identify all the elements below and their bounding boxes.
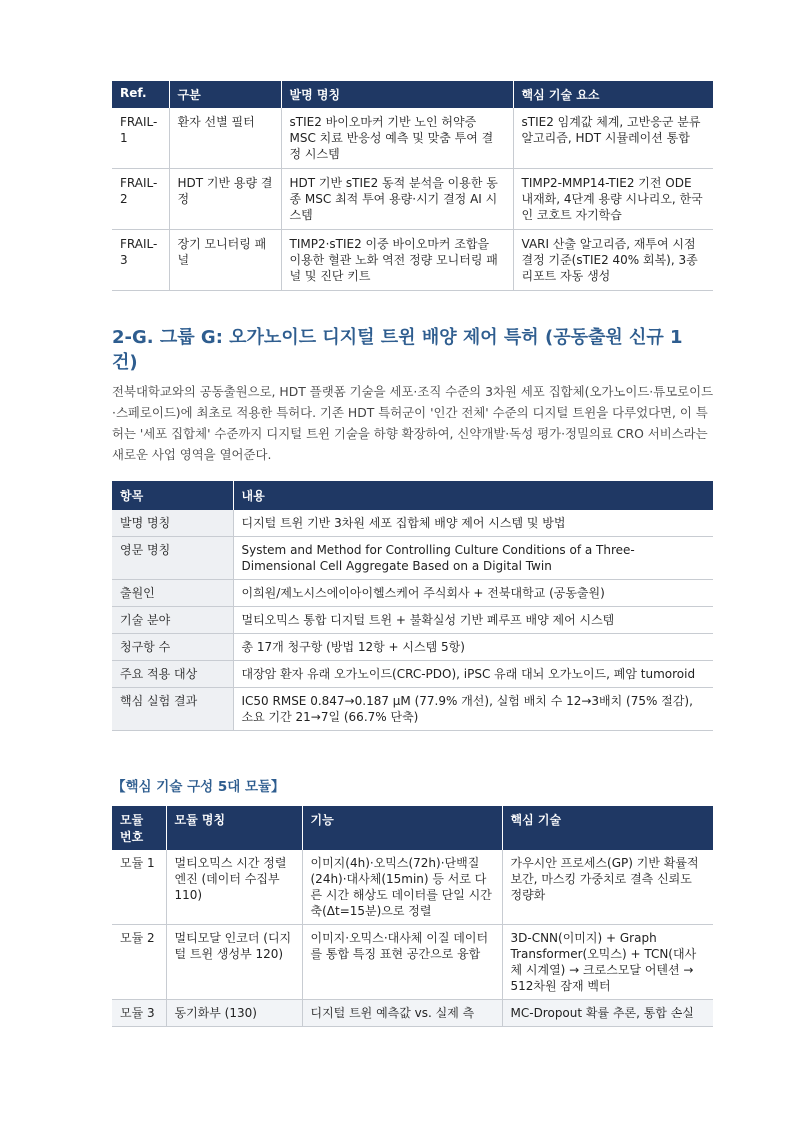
frail-patent-table bbox=[112, 81, 713, 291]
invention-cell: HDT 기반 sTIE2 동적 분석을 이용한 동종 MSC 최적 투여 용량·시기 결정 AI 시스템 bbox=[281, 169, 513, 230]
header-category: 구분 bbox=[169, 81, 281, 108]
table-row bbox=[112, 850, 713, 925]
item-cell: 발명 명칭 bbox=[112, 510, 233, 537]
modules-heading: 【핵심 기술 구성 5대 모듈】 bbox=[112, 779, 285, 795]
table-row bbox=[112, 108, 713, 169]
table-row bbox=[112, 510, 713, 537]
item-cell: 영문 명칭 bbox=[112, 537, 233, 580]
table-header-row bbox=[112, 806, 713, 850]
item-cell: 핵심 실험 결과 bbox=[112, 688, 233, 731]
module-number-cell: 모듈 2 bbox=[112, 925, 166, 1000]
item-cell: 기술 분야 bbox=[112, 607, 233, 634]
invention-cell: TIMP2·sTIE2 이중 바이오마커 조합을 이용한 혈관 노화 역전 정량 모니터링 패널 및 진단 키트 bbox=[281, 230, 513, 291]
core-tech-cell: 3D-CNN(이미지) + Graph Transformer(오믹스) + TCN(대사체 시계열) → 크로스모달 어텐션 → 512차원 잠재 벡터 bbox=[502, 925, 713, 1000]
content-cell: 이희원/제노시스에이아이헬스케어 주식회사 + 전북대학교 (공동출원) bbox=[233, 580, 713, 607]
header-item: 항목 bbox=[112, 481, 233, 510]
table-row bbox=[112, 537, 713, 580]
header-ref: Ref. bbox=[112, 81, 169, 108]
table-header-row bbox=[112, 481, 713, 510]
category-cell: 장기 모니터링 패널 bbox=[169, 230, 281, 291]
core-tech-cell: TIMP2-MMP14-TIE2 기전 ODE 내재화, 4단계 용량 시나리오, 한국인 코호트 자기학습 bbox=[513, 169, 713, 230]
module-name-cell: 멀티오믹스 시간 정렬 엔진 (데이터 수집부 110) bbox=[166, 850, 302, 925]
table-row bbox=[112, 1000, 713, 1027]
content-cell: System and Method for Controlling Culture Conditions of a Three-Dimensional Cell Aggregate Based on a Digital Twin bbox=[233, 537, 713, 580]
item-cell: 주요 적용 대상 bbox=[112, 661, 233, 688]
module-name-cell: 멀티모달 인코더 (디지털 트윈 생성부 120) bbox=[166, 925, 302, 1000]
table-row bbox=[112, 607, 713, 634]
content-cell: 멀티오믹스 통합 디지털 트윈 + 불확실성 기반 폐루프 배양 제어 시스템 bbox=[233, 607, 713, 634]
header-content: 내용 bbox=[233, 481, 713, 510]
ref-cell: FRAIL-1 bbox=[112, 108, 169, 169]
patent-summary-table bbox=[112, 481, 713, 731]
invention-cell: sTIE2 바이오마커 기반 노인 허약증 MSC 치료 반응성 예측 및 맞춤 투여 결정 시스템 bbox=[281, 108, 513, 169]
table-row bbox=[112, 634, 713, 661]
function-cell: 이미지(4h)·오믹스(72h)·단백질(24h)·대사체(15min) 등 서로 다른 시간 해상도 데이터를 단일 시간축(Δt=15분)으로 정렬 bbox=[302, 850, 502, 925]
header-core-tech: 핵심 기술 요소 bbox=[513, 81, 713, 108]
category-cell: HDT 기반 용량 결정 bbox=[169, 169, 281, 230]
function-cell: 디지털 트윈 예측값 vs. 실제 측 bbox=[302, 1000, 502, 1027]
header-module-number: 모듈 번호 bbox=[112, 806, 166, 850]
core-tech-cell: 가우시안 프로세스(GP) 기반 확률적 보간, 마스킹 가중치로 결측 신뢰도 정량화 bbox=[502, 850, 713, 925]
table-row bbox=[112, 688, 713, 731]
ref-cell: FRAIL-2 bbox=[112, 169, 169, 230]
content-cell: 대장암 환자 유래 오가노이드(CRC-PDO), iPSC 유래 대뇌 오가노이드, 폐암 tumoroid bbox=[233, 661, 713, 688]
table-row bbox=[112, 580, 713, 607]
header-function: 기능 bbox=[302, 806, 502, 850]
item-cell: 출원인 bbox=[112, 580, 233, 607]
header-module-name: 모듈 명칭 bbox=[166, 806, 302, 850]
table-row bbox=[112, 925, 713, 1000]
ref-cell: FRAIL-3 bbox=[112, 230, 169, 291]
function-cell: 이미지·오믹스·대사체 이질 데이터를 통합 특징 표현 공간으로 융합 bbox=[302, 925, 502, 1000]
content-cell: IC50 RMSE 0.847→0.187 μM (77.9% 개선), 실험 배치 수 12→3배치 (75% 절감), 소요 기간 21→7일 (66.7% 단축) bbox=[233, 688, 713, 731]
section-title: 2-G. 그룹 G: 오가노이드 디지털 트윈 배양 제어 특허 (공동출원 신규 1 건) bbox=[112, 327, 683, 373]
core-tech-cell: sTIE2 임계값 체계, 고반응군 분류 알고리즘, HDT 시뮬레이션 통합 bbox=[513, 108, 713, 169]
table-row bbox=[112, 169, 713, 230]
table-header-row bbox=[112, 81, 713, 108]
module-number-cell: 모듈 1 bbox=[112, 850, 166, 925]
category-cell: 환자 선별 필터 bbox=[169, 108, 281, 169]
module-name-cell: 동기화부 (130) bbox=[166, 1000, 302, 1027]
core-tech-cell: VARI 산출 알고리즘, 재투여 시점 결정 기준(sTIE2 40% 회복), 3종 리포트 자동 생성 bbox=[513, 230, 713, 291]
header-invention-name: 발명 명칭 bbox=[281, 81, 513, 108]
header-core-tech: 핵심 기술 bbox=[502, 806, 713, 850]
core-tech-cell: MC-Dropout 확률 추론, 통합 손실 bbox=[502, 1000, 713, 1027]
module-table bbox=[112, 806, 713, 1027]
module-number-cell: 모듈 3 bbox=[112, 1000, 166, 1027]
table-row bbox=[112, 230, 713, 291]
section-description: 전북대학교와의 공동출원으로, HDT 플랫폼 기술을 세포·조직 수준의 3차원 세포 집합체(오가노이드·튜모로이드·스페로이드)에 최초로 적용한 특허다. 기존 HDT 특허군이 '인간 전체' 수준의 디지털 트윈을 다루었다면, 이 특허는 '세포 집합체' 수준까지 디지털 트윈 기술을 하향 확장하여, 신약개발·독성 평가·정밀의료 CRO 서비스라는 새로운 사업 영역을 열어준다. bbox=[112, 384, 714, 462]
item-cell: 청구항 수 bbox=[112, 634, 233, 661]
content-cell: 디지털 트윈 기반 3차원 세포 집합체 배양 제어 시스템 및 방법 bbox=[233, 510, 713, 537]
table-row bbox=[112, 661, 713, 688]
content-cell: 총 17개 청구항 (방법 12항 + 시스템 5항) bbox=[233, 634, 713, 661]
